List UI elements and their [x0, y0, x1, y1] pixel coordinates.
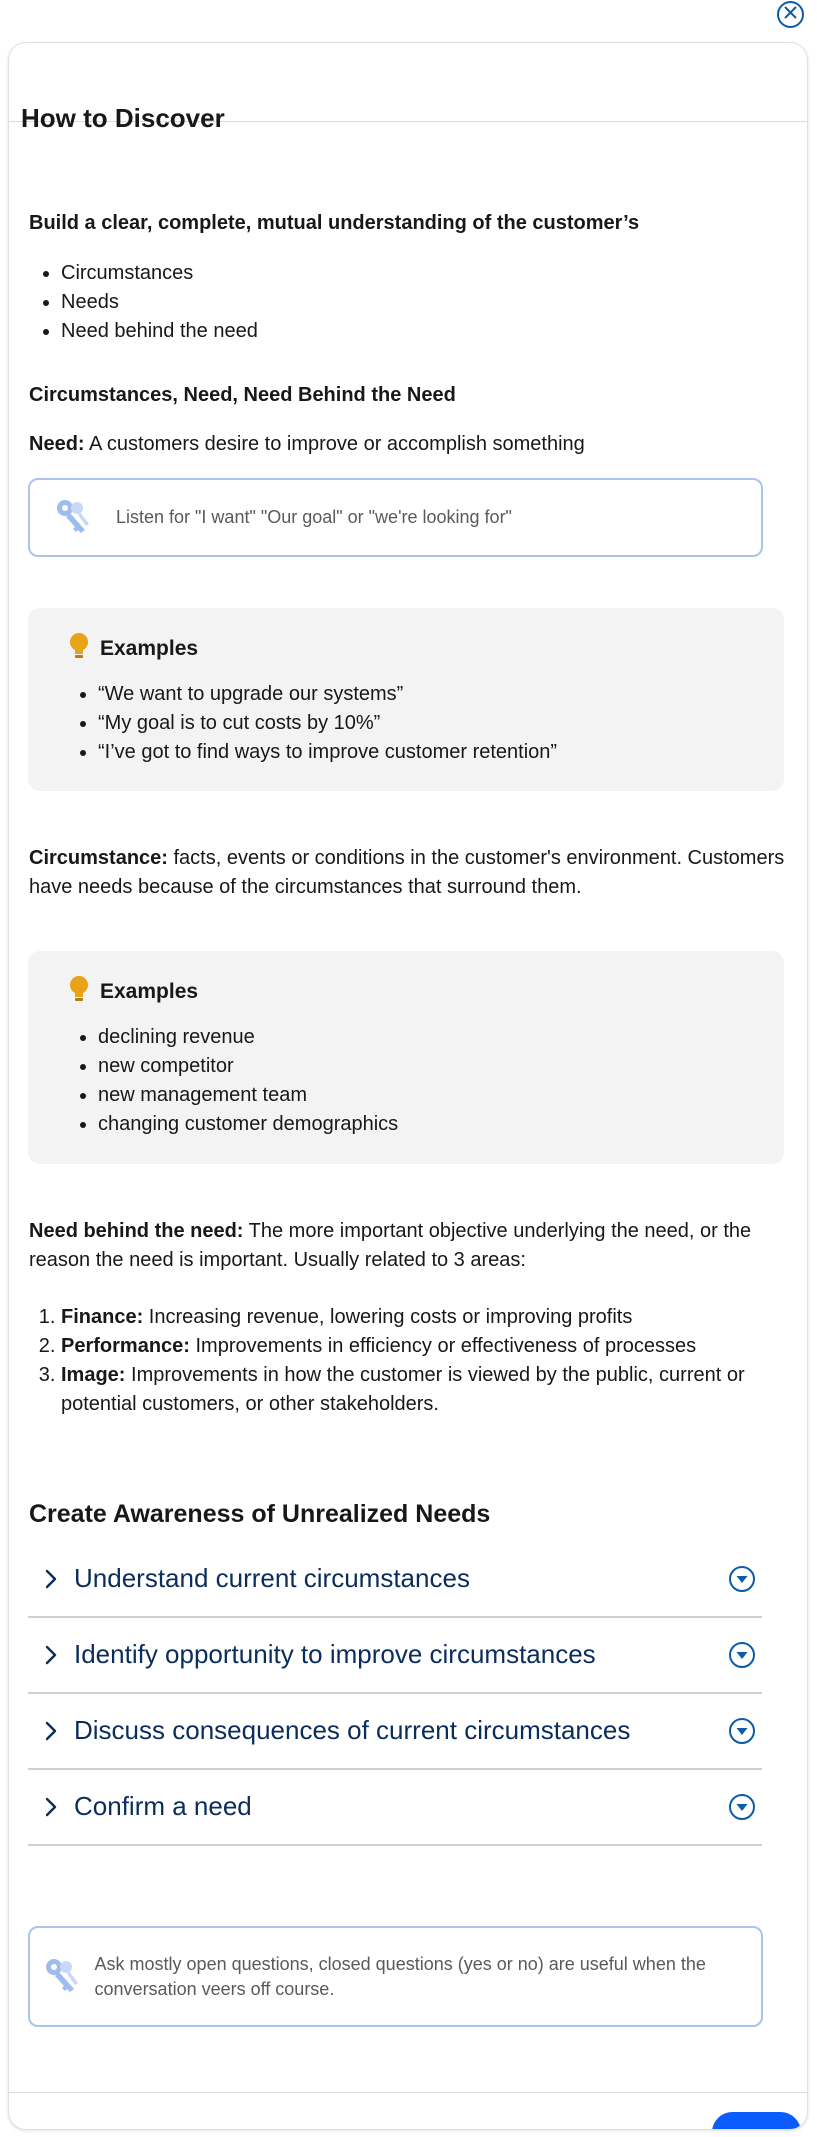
chevron-down-circle-icon[interactable]	[722, 1565, 762, 1593]
circumstance-definition	[29, 844, 789, 902]
list-item: 3. Image: Improvements in how the customer is viewed by the public, current or potential customers, or other stakeholders.	[61, 1361, 761, 1419]
chevron-down-circle-icon[interactable]	[722, 1717, 762, 1745]
key-icon	[30, 496, 116, 540]
list-item: • declining revenue	[98, 1023, 398, 1052]
accordion-item[interactable]	[28, 1769, 762, 1846]
examples-box	[28, 951, 784, 1164]
chevron-right-icon	[28, 1721, 74, 1741]
list-item: 2. Performance: Improvements in efficiency or effectiveness of processes	[61, 1332, 761, 1361]
list-item: • Need behind the need	[61, 317, 761, 346]
examples-heading: Examples	[68, 632, 198, 666]
examples-list	[28, 680, 557, 767]
accordion-item[interactable]	[28, 1541, 762, 1618]
accordion-label: Discuss consequences of current circumstances	[74, 1715, 631, 1745]
chevron-right-icon	[28, 1569, 74, 1589]
list-item: • new competitor	[98, 1052, 398, 1081]
need-behind-label: Need behind the need:	[29, 1220, 244, 1242]
accordion-label: Understand current circumstances	[74, 1563, 470, 1593]
close-button[interactable]	[777, 1, 804, 28]
key-icon	[30, 1955, 95, 1999]
list-item: 1. Finance: Increasing revenue, lowering costs or improving profits	[61, 1303, 761, 1332]
tip-callout	[28, 1926, 763, 2027]
intro-list	[29, 259, 761, 346]
tip-callout	[28, 478, 763, 557]
examples-heading: Examples	[68, 975, 198, 1009]
examples-box	[28, 608, 784, 791]
list-item: • changing customer demographics	[98, 1110, 398, 1139]
tip-text: Listen for "I want" "Our goal" or "we're looking for"	[116, 507, 512, 527]
need-behind-text: The more important objective underlying the need, or the reason the need is important. Usually related to 3 areas:	[29, 1220, 752, 1271]
page-title: How to Discover	[21, 103, 225, 133]
circumstance-label: Circumstance:	[29, 847, 168, 869]
need-text: A customers desire to improve or accomplish something	[84, 433, 585, 455]
footer-divider	[9, 2092, 807, 2093]
need-definition	[29, 430, 769, 459]
accordion-label: Identify opportunity to improve circumstances	[74, 1639, 596, 1669]
list-item: • new management team	[98, 1081, 398, 1110]
lightbulb-icon	[68, 632, 90, 666]
lightbulb-icon	[68, 975, 90, 1009]
examples-list	[28, 1023, 398, 1139]
circumstance-text: facts, events or conditions in the customer's environment. Customers have needs because of the circumstances that surround them.	[29, 847, 785, 898]
primary-action-button[interactable]	[712, 2112, 801, 2130]
list-item: • “I’ve got to find ways to improve customer retention”	[98, 738, 557, 767]
accordion-item[interactable]	[28, 1617, 762, 1694]
accordion-item[interactable]	[28, 1693, 762, 1770]
need-behind-definition	[29, 1217, 759, 1275]
list-item: • “We want to upgrade our systems”	[98, 680, 557, 709]
close-icon	[784, 6, 797, 24]
areas-list	[29, 1303, 761, 1419]
accordion-label: Confirm a need	[74, 1791, 252, 1821]
chevron-down-circle-icon[interactable]	[722, 1793, 762, 1821]
section-heading: Circumstances, Need, Need Behind the Need	[29, 384, 456, 406]
tip-text: Ask mostly open questions, closed questions (yes or no) are useful when the conversation veers off course.	[94, 1953, 706, 1999]
list-item: • Needs	[61, 288, 761, 317]
chevron-right-icon	[28, 1645, 74, 1665]
awareness-heading: Create Awareness of Unrealized Needs	[29, 1500, 491, 1528]
intro-heading: Build a clear, complete, mutual understanding of the customer’s	[29, 212, 640, 234]
list-item: • Circumstances	[61, 259, 761, 288]
list-item: • “My goal is to cut costs by 10%”	[98, 709, 557, 738]
chevron-down-circle-icon[interactable]	[722, 1641, 762, 1669]
chevron-right-icon	[28, 1797, 74, 1817]
need-label: Need:	[29, 433, 85, 455]
